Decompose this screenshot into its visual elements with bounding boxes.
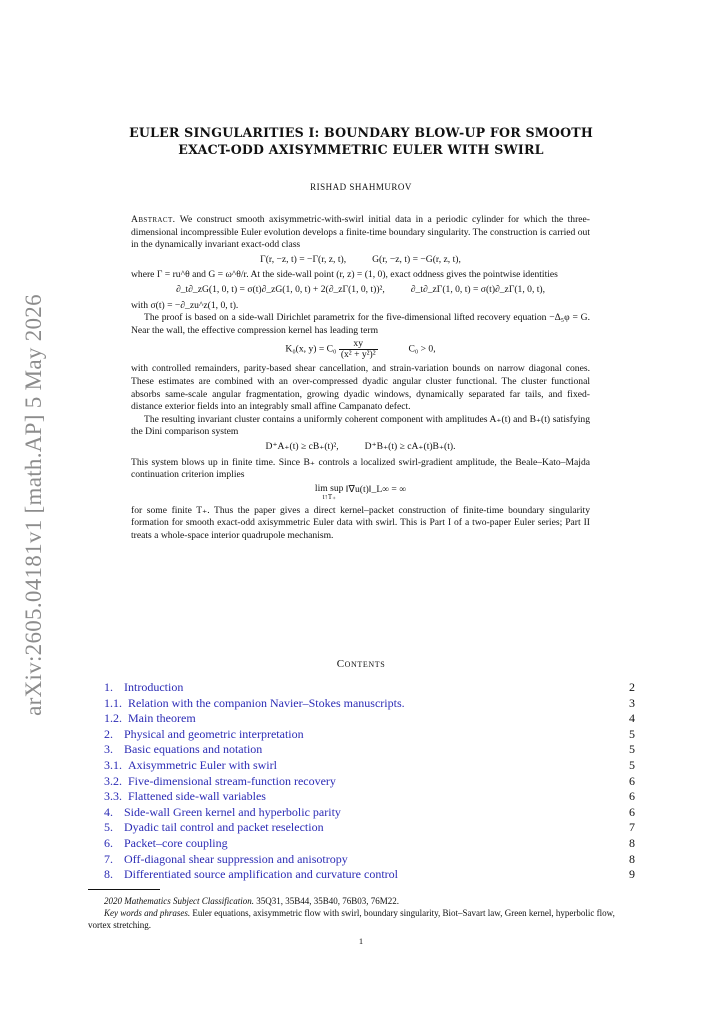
page-number: 1 xyxy=(358,936,364,946)
abstract-text-8: for some finite T₊. Thus the paper gives a direct kernel–packet construction of finite-time boundary singularity formation for smooth exact-odd axisymmetric Euler data with swirl. This is Part I of a two-paper Euler series; Part II treats a whole-space interior quadrupole mechanism. xyxy=(131,504,590,541)
title-line-1: EULER SINGULARITIES I: BOUNDARY BLOW-UP FOR SMOOTH xyxy=(129,125,593,140)
arxiv-identifier: arXiv:2605.04181v1 [math.AP] 5 May 2026 xyxy=(21,294,46,716)
toc-entry[interactable] xyxy=(104,852,635,868)
toc-entry-number[interactable]: 3.1. xyxy=(104,757,122,772)
equation-dini-b: D⁺B₊(t) ≥ cA₊(t)B₊(t). xyxy=(364,440,456,452)
toc-entry-link[interactable]: Axisymmetric Euler with swirl xyxy=(128,757,277,772)
toc-entry[interactable] xyxy=(104,867,635,883)
toc-entry[interactable] xyxy=(104,742,635,758)
toc-entry[interactable] xyxy=(104,805,635,821)
limsup-operator xyxy=(315,484,344,502)
toc-entry-page: 7 xyxy=(629,820,635,835)
toc-entry-link[interactable]: Five-dimensional stream-function recovery xyxy=(128,773,336,788)
abstract-text-7: This system blows up in finite time. Since B₊ controls a localized swirl-gradient amplitude, the Beale–Kato–Majda continuation criterion implies xyxy=(131,456,590,481)
toc-entry-number[interactable]: 3.2. xyxy=(104,773,122,788)
toc-entry-number[interactable]: 1.1. xyxy=(104,695,122,710)
equation-kernel xyxy=(131,339,590,360)
toc-entry-page: 3 xyxy=(629,695,635,710)
toc-entry-page: 8 xyxy=(629,835,635,850)
equation-bkm xyxy=(131,484,590,502)
abstract-paragraph-1 xyxy=(131,214,590,252)
toc-entry[interactable] xyxy=(104,680,635,696)
toc-entry-link[interactable]: Packet–core coupling xyxy=(124,835,228,850)
toc-entry-number[interactable]: 1.2. xyxy=(104,711,122,726)
msc-label: 2020 Mathematics Subject Classification. xyxy=(104,896,254,906)
msc-codes: 35Q31, 35B44, 35B40, 76B03, 76M22. xyxy=(256,896,400,906)
contents-heading: Contents xyxy=(336,658,386,670)
abstract-text-1: We construct smooth axisymmetric-with-swirl initial data in a periodic cylinder for which the three-dimensional incompressible Euler evolution develops a finite-time boundary singularity. The construction is carried out in the dynamically invariant exact-odd class xyxy=(131,214,590,251)
toc-entry-page: 5 xyxy=(629,742,635,757)
footnote-rule xyxy=(88,889,160,890)
toc-entry-page: 5 xyxy=(629,726,635,741)
toc-entry-page: 4 xyxy=(629,711,635,726)
paper-title xyxy=(96,124,626,158)
equation-dini-system xyxy=(131,441,590,454)
toc-entry-link[interactable]: Side-wall Green kernel and hyperbolic parity xyxy=(124,804,341,819)
toc-entry-link[interactable]: Off-diagonal shear suppression and anisotropy xyxy=(124,851,348,866)
toc-entry-link[interactable]: Relation with the companion Navier–Stokes manuscripts. xyxy=(128,695,405,710)
toc-entry-link[interactable]: Introduction xyxy=(124,680,184,694)
toc-entry-number[interactable]: 4. xyxy=(104,804,113,819)
toc-entry-number[interactable]: 2. xyxy=(104,726,113,741)
toc-entry-link[interactable]: Basic equations and notation xyxy=(124,742,263,757)
toc-entry-link[interactable]: Main theorem xyxy=(128,711,196,726)
equation-gamma-odd: Γ(r, −z, t) = −Γ(r, z, t), xyxy=(260,253,347,265)
abstract-text-5: with controlled remainders, parity-based shear cancellation, and strain-variation bounds on narrow diagonal cones. These estimates are combined with an over-compressed dyadic angular cluster functional. The cluster functional absorbs same-scale angular fragmentation, growing dyadic windows, dynamically separated far tails, and fixed-distance exterior fields into an integrably small affine Campanato defect. xyxy=(131,363,590,413)
equation-g-odd: G(r, −z, t) = −G(r, z, t), xyxy=(372,253,461,265)
abstract-text-2: where Γ = ru^θ and G = ω^θ/r. At the side-wall point (r, z) = (1, 0), exact oddness gives the pointwise identities xyxy=(131,269,558,281)
toc-entry-link[interactable]: Dyadic tail control and packet reselection xyxy=(124,820,324,835)
abstract-text-4: The proof is based on a side-wall Dirichlet parametrix for the five-dimensional lifted recovery equation −Δ₅φ = G. Near the wall, the effective compression kernel has leading term xyxy=(131,312,590,336)
toc-entry-link[interactable]: Flattened side-wall variables xyxy=(128,789,266,804)
toc-entry[interactable] xyxy=(104,727,635,743)
toc-entry-number[interactable]: 1. xyxy=(104,680,113,694)
toc-entry[interactable] xyxy=(104,758,635,774)
footnotes xyxy=(88,895,636,931)
toc-entry[interactable] xyxy=(104,820,635,836)
kernel-fraction xyxy=(339,339,378,360)
abstract-text-3: with σ(t) = −∂_zu^z(1, 0, t). xyxy=(131,299,239,311)
toc-entry[interactable] xyxy=(104,696,635,712)
toc-entry[interactable] xyxy=(104,711,635,727)
toc-entry-page: 6 xyxy=(629,804,635,819)
toc-entry-page: 8 xyxy=(629,851,635,866)
toc-entry[interactable] xyxy=(104,774,635,790)
toc-entry-number[interactable]: 3. xyxy=(104,742,113,757)
kernel-numerator: xy xyxy=(339,339,378,350)
toc-entry[interactable] xyxy=(104,789,635,805)
footnote-keywords xyxy=(88,907,636,931)
equation-identity-g: ∂_t∂_zG(1, 0, t) = σ(t)∂_zG(1, 0, t) + 2(∂_zΓ(1, 0, t))², xyxy=(175,283,385,295)
author-name: RISHAD SHAHMUROV xyxy=(310,182,412,192)
toc-entry-number[interactable]: 3.3. xyxy=(104,789,122,804)
kernel-constant: C₀ > 0, xyxy=(408,344,436,356)
toc-entry-page: 9 xyxy=(629,867,635,882)
title-line-2: EXACT-ODD AXISYMMETRIC EULER WITH SWIRL xyxy=(178,142,544,157)
keywords-text: Euler equations, axisymmetric flow with swirl, boundary singularity, Biot–Savart law, Green kernel, hyperbolic flow, vortex stretching. xyxy=(88,908,615,930)
toc-entry-number[interactable]: 6. xyxy=(104,835,113,850)
toc-entry-page: 6 xyxy=(629,789,635,804)
footnote-msc xyxy=(88,895,636,907)
keywords-label: Key words and phrases. xyxy=(104,908,191,918)
toc-entry-link[interactable]: Differentiated source amplification and curvature control xyxy=(124,867,398,882)
limsup-subscript: t↑T₊ xyxy=(322,492,336,501)
table-of-contents xyxy=(104,680,635,883)
toc-entry-link[interactable]: Physical and geometric interpretation xyxy=(124,726,304,741)
abstract-text-6: The resulting invariant cluster contains a uniformly coherent component with amplitudes A₊(t) and B₊(t) satisfying the Dini comparison system xyxy=(131,413,590,438)
kernel-denominator: (x² + y²)² xyxy=(340,349,376,361)
toc-entry-number[interactable]: 8. xyxy=(104,867,113,882)
toc-entry[interactable] xyxy=(104,836,635,852)
equation-odd-class xyxy=(131,254,590,267)
equation-pointwise-identities xyxy=(131,284,590,297)
toc-entry-page: 5 xyxy=(629,757,635,772)
toc-entry-number[interactable]: 7. xyxy=(104,851,113,866)
toc-entry-number[interactable]: 5. xyxy=(104,820,113,835)
limsup-text: lim sup xyxy=(314,482,344,494)
toc-entry-page: 2 xyxy=(629,680,635,694)
toc-entry-page: 6 xyxy=(629,773,635,788)
bkm-norm: ‖∇u(t)‖_L∞ = ∞ xyxy=(345,483,407,495)
abstract xyxy=(131,214,590,542)
kernel-lhs: K₀(x, y) = C₀ xyxy=(285,344,337,356)
equation-identity-gamma: ∂_t∂_zΓ(1, 0, t) = σ(t)∂_zΓ(1, 0, t), xyxy=(410,283,546,295)
equation-dini-a: D⁺A₊(t) ≥ cB₊(t)², xyxy=(265,440,339,452)
abstract-heading: Abstract. xyxy=(131,214,176,225)
